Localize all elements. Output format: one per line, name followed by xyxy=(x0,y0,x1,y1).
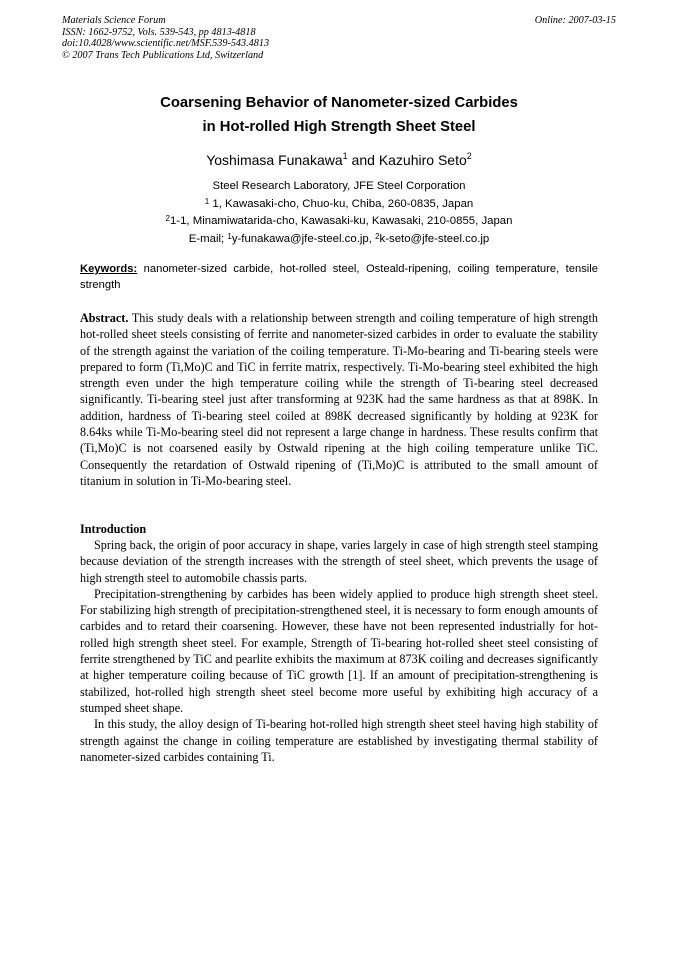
paper-title xyxy=(0,91,678,139)
keywords-block xyxy=(80,261,598,293)
affil-2-text: 1-1, Minamiwatarida-cho, Kawasaki-ku, Kawasaki, 210-0855, Japan xyxy=(169,215,513,227)
intro-paragraph-2: Precipitation-strengthening by carbides has been widely applied to produce high strength sheet steel. For stabilizing high strength of precipitation-strengthened steel, it is necessary to form enough amounts of carbides and to retard their coarsening. However, these have not been represented industrially for hot-rolled high strength sheet steel. For example, Strength of Ti-bearing hot-rolled sheet steel consisting of ferrite strengthened by TiC and pearlite exhibits the maximum at 873K coiling and decreases significantly at higher temperature coiling because of TiC growth [1]. If an amount of precipitation-strengthening is stabilized, hot-rolled high strength sheet steel become more useful by exhibiting high accuracy of a stumped sheet shape. xyxy=(80,586,598,715)
affil-2-mark: 2 xyxy=(165,214,170,223)
online-date: Online: 2007-03-15 xyxy=(534,15,616,26)
email-1: y-funakawa@jfe-steel.co.jp, xyxy=(231,232,376,245)
affil-address-1 xyxy=(0,196,678,214)
title-line-2: in Hot-rolled High Strength Sheet Steel xyxy=(202,119,476,135)
author-2-affil-mark: 2 xyxy=(466,151,472,161)
introduction-body xyxy=(80,537,598,765)
keywords-text: nanometer-sized carbide, hot-rolled steel, Osteald-ripening, coiling temperature, tensile strength xyxy=(80,263,598,291)
keywords-label: Keywords: xyxy=(80,263,138,275)
abstract-text: This study deals with a relationship between strength and coiling temperature of high strength hot-rolled sheet steels consisting of ferrite and nanometer-sized carbides in order to evaluate the stability of the strength against the variation of the coiling temperature. Ti-Mo-bearing and Ti-bearing steels were prepared to form (Ti,Mo)C and TiC in ferrite matrix, respectively. Ti-Mo-bearing steel exhibited the high strength even under the high temperature coiling while the strength of Ti-bearing steel decreased significantly. Ti-bearing steel just after transforming at 923K had the same hardness as that at 898K. In addition, hardness of Ti-bearing steel coiled at 898K decreased significantly by holding at 923K for 8.64ks while Ti-Mo-bearing steel did not represent a large change in hardness. These results confirm that (Ti,Mo)C is not coarsened easily by Ostwald ripening at the high coiling temperature unlike TiC. Consequently the retardation of Ostwald ripening of (Ti,Mo)C is attributed to the small amount of titanium in solution in Ti-Mo-bearing steel. xyxy=(80,311,598,488)
affil-address-2 xyxy=(0,213,678,231)
author-list xyxy=(0,150,678,170)
doi-line: doi:10.4028/www.scientific.net/MSF.539-543.4813 xyxy=(62,38,270,50)
journal-header xyxy=(62,15,616,61)
email-2-mark: 2 xyxy=(375,231,380,241)
journal-name: Materials Science Forum xyxy=(62,15,166,26)
author-1-affil-mark: 1 xyxy=(342,151,348,161)
email-1-mark: 1 xyxy=(227,231,232,241)
affil-1-mark: 1 xyxy=(204,196,210,206)
intro-paragraph-3: In this study, the alloy design of Ti-bearing hot-rolled high strength sheet steel having high stability of strength against the change in coiling temperature are established by investigating thermal stability of nanometer-sized carbides containing Ti. xyxy=(80,717,598,764)
affil-1-text: 1, Kawasaki-cho, Chuo-ku, Chiba, 260-0835, Japan xyxy=(209,197,474,210)
abstract-block xyxy=(80,310,598,489)
affil-email xyxy=(0,231,678,249)
issn-line: ISSN: 1662-9752, Vols. 539-543, pp 4813-4818 xyxy=(62,26,256,38)
affiliations xyxy=(0,178,678,248)
affil-organization: Steel Research Laboratory, JFE Steel Corporation xyxy=(212,180,466,192)
author-conjunction: and xyxy=(347,152,379,168)
introduction-heading: Introduction xyxy=(80,522,147,536)
abstract-label: Abstract. xyxy=(80,311,129,325)
email-2: k-seto@jfe-steel.co.jp xyxy=(379,232,490,245)
intro-paragraph-1: Spring back, the origin of poor accuracy in shape, varies largely in case of high strength steel stamping because deviation of the strength increases with the strength of steel sheet, which prevents the usage of high strength steel to automobile chassis parts. xyxy=(80,538,598,585)
author-2: Kazuhiro Seto xyxy=(378,152,467,168)
author-1: Yoshimasa Funakawa xyxy=(206,152,343,168)
email-label: E-mail; xyxy=(188,232,228,245)
copyright-line: © 2007 Trans Tech Publications Ltd, Switzerland xyxy=(62,49,264,61)
title-line-1: Coarsening Behavior of Nanometer-sized Carbides xyxy=(160,95,518,111)
